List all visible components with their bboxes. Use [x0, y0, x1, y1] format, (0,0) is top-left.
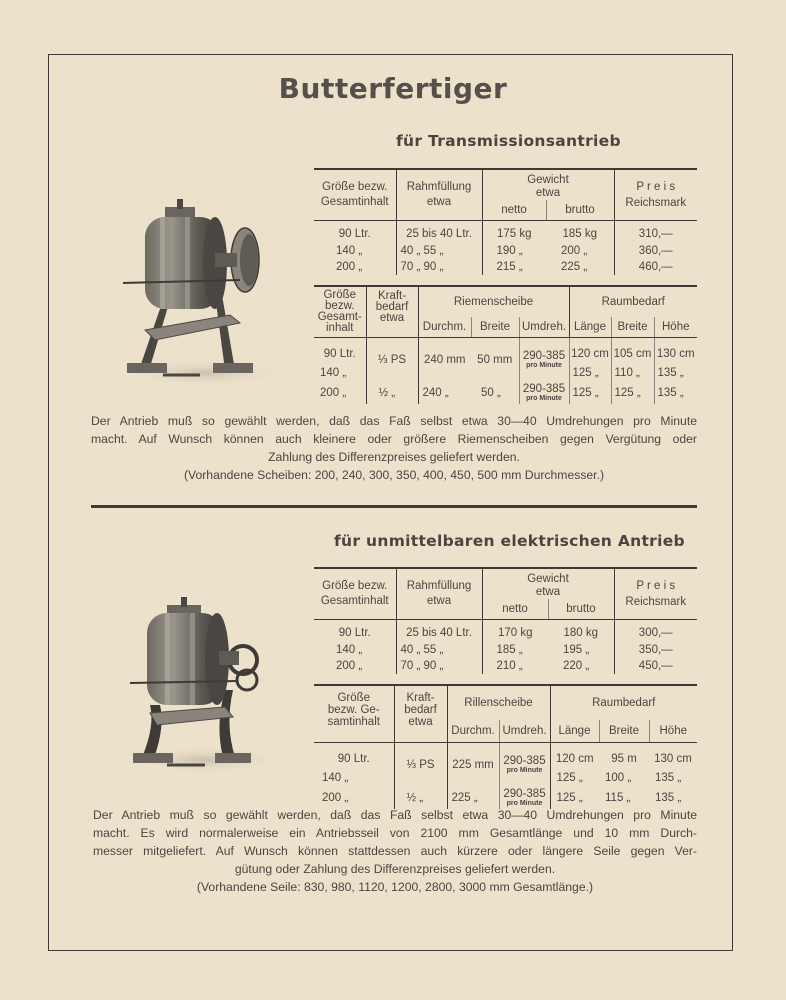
- section1-subtitle: für Transmissionsantrieb: [396, 132, 621, 150]
- header-breite-space: Breite: [599, 720, 649, 743]
- header-size: Größe bezw. Gesamtinhalt: [320, 580, 389, 607]
- header-netto: netto: [482, 599, 548, 620]
- section1-note: Der Antrieb muß so gewählt werden, daß das Faß selbst etwa 30—40 Umdrehungen pro Minute macht. Auf Wunsch können auch kleinere oder größere Riemenscheiben gegen Vergütung oder Zahlung des Differenzpreises geliefert werden. (Vorhandene Scheiben: 200, 240, 300, 350, 400, 450, 500 mm Durchmesser.): [91, 414, 697, 482]
- table-row: 200 „ 70 „ 90 „ 210 „ 220 „ 450,—: [314, 658, 697, 674]
- header-netto: netto: [482, 200, 546, 221]
- header-size: Größe bezw. Ge- samtinhalt: [327, 692, 380, 728]
- butter-churn-electric-drive-illustration: [115, 595, 280, 780]
- butter-churn-belt-drive-illustration: [115, 195, 280, 390]
- header-breite: Breite: [471, 317, 519, 338]
- page-title: Butterfertiger: [278, 72, 508, 105]
- header-brutto: brutto: [546, 200, 614, 221]
- table-row: 90 Ltr. ⅓ PS 225 mm 290-385 pro Minute 120 cm 95 m 130 cm: [314, 743, 697, 770]
- header-hoehe: Höhe: [649, 720, 697, 743]
- header-umdreh: Umdreh.: [499, 720, 550, 743]
- table-row: 90 Ltr. 25 bis 40 Ltr. 170 kg 180 kg 300,—: [314, 620, 697, 643]
- header-brutto: brutto: [548, 599, 614, 620]
- header-price: P r e i s Reichsmark: [625, 181, 687, 209]
- section2-subtitle: für unmittelbaren elektrischen Antrieb: [334, 532, 685, 550]
- header-hoehe: Höhe: [654, 317, 697, 338]
- table-row: 140 „ 125 „ 100 „ 135 „: [314, 769, 697, 787]
- header-fill: Rahmfüllung etwa: [406, 580, 472, 607]
- section2-specs-table: [314, 684, 697, 809]
- header-laenge: Länge: [550, 720, 599, 743]
- header-laenge: Länge: [569, 317, 611, 338]
- section1-specs-table: [314, 285, 697, 404]
- section2-note: Der Antrieb muß so gewählt werden, daß das Faß selbst etwa 30—40 Umdrehungen pro Minute macht. Es wird normalerweise ein Antriebsseil von 2100 mm Gesamtlänge und 10 mm Durch- messer mitgeliefert. Auf Wunsch können stattdessen auch kürzere oder längere Seile gegen Ver- gütung oder Zahlung des Differenzpreises geliefert werden. (Vorhandene Seile: 830, 980, 1120, 1200, 2800, 3000 mm Gesamtlänge.): [93, 808, 697, 894]
- header-price: P r e i s Reichsmark: [625, 580, 687, 608]
- table-row: 200 „ ½ „ 240 „ 50 „ 290-385 pro Minute 125 „ 125 „ 135 „: [314, 382, 697, 404]
- header-power: Kraft- bedarf etwa: [404, 692, 437, 728]
- table-row: 140 „ 125 „ 110 „ 135 „: [314, 364, 697, 382]
- table-row: 90 Ltr. ⅓ PS 240 mm 50 mm 290-385 pro Minute 120 cm 105 cm 130 cm: [314, 338, 697, 365]
- header-fill: Rahmfüllung etwa: [406, 181, 472, 208]
- table-row: 140 „ 40 „ 55 „ 190 „ 200 „ 360,—: [314, 243, 697, 259]
- header-size: Größe bezw. Gesamt- inhalt: [317, 289, 362, 334]
- header-pulley: Rillenscheibe: [447, 685, 550, 720]
- header-durchm: Durchm.: [418, 317, 471, 338]
- section2-price-table: [314, 567, 697, 674]
- header-pulley: Riemenscheibe: [418, 286, 569, 317]
- header-power: Kraft- bedarf etwa: [375, 290, 409, 324]
- table-row: 200 „ 70 „ 90 „ 215 „ 225 „ 460,—: [314, 259, 697, 275]
- table-row: 200 „ ½ „ 225 „ 290-385 pro Minute 125 „ 115 „ 135 „: [322, 788, 682, 807]
- header-size: Größe bezw. Gesamtinhalt: [320, 181, 389, 208]
- section-divider: [91, 505, 697, 508]
- header-weight: Gewicht etwa: [527, 573, 569, 598]
- header-space: Raumbedarf: [569, 286, 697, 317]
- table-row: 140 „ 40 „ 55 „ 185 „ 195 „ 350,—: [314, 642, 697, 658]
- header-space: Raumbedarf: [550, 685, 697, 720]
- table-row: 90 Ltr. 25 bis 40 Ltr. 175 kg 185 kg 310,—: [314, 221, 697, 244]
- header-durchm: Durchm.: [447, 720, 499, 743]
- header-weight: Gewicht etwa: [527, 174, 569, 199]
- section1-price-table: [314, 168, 697, 275]
- header-breite-space: Breite: [611, 317, 654, 338]
- header-umdreh: Umdreh.: [519, 317, 569, 338]
